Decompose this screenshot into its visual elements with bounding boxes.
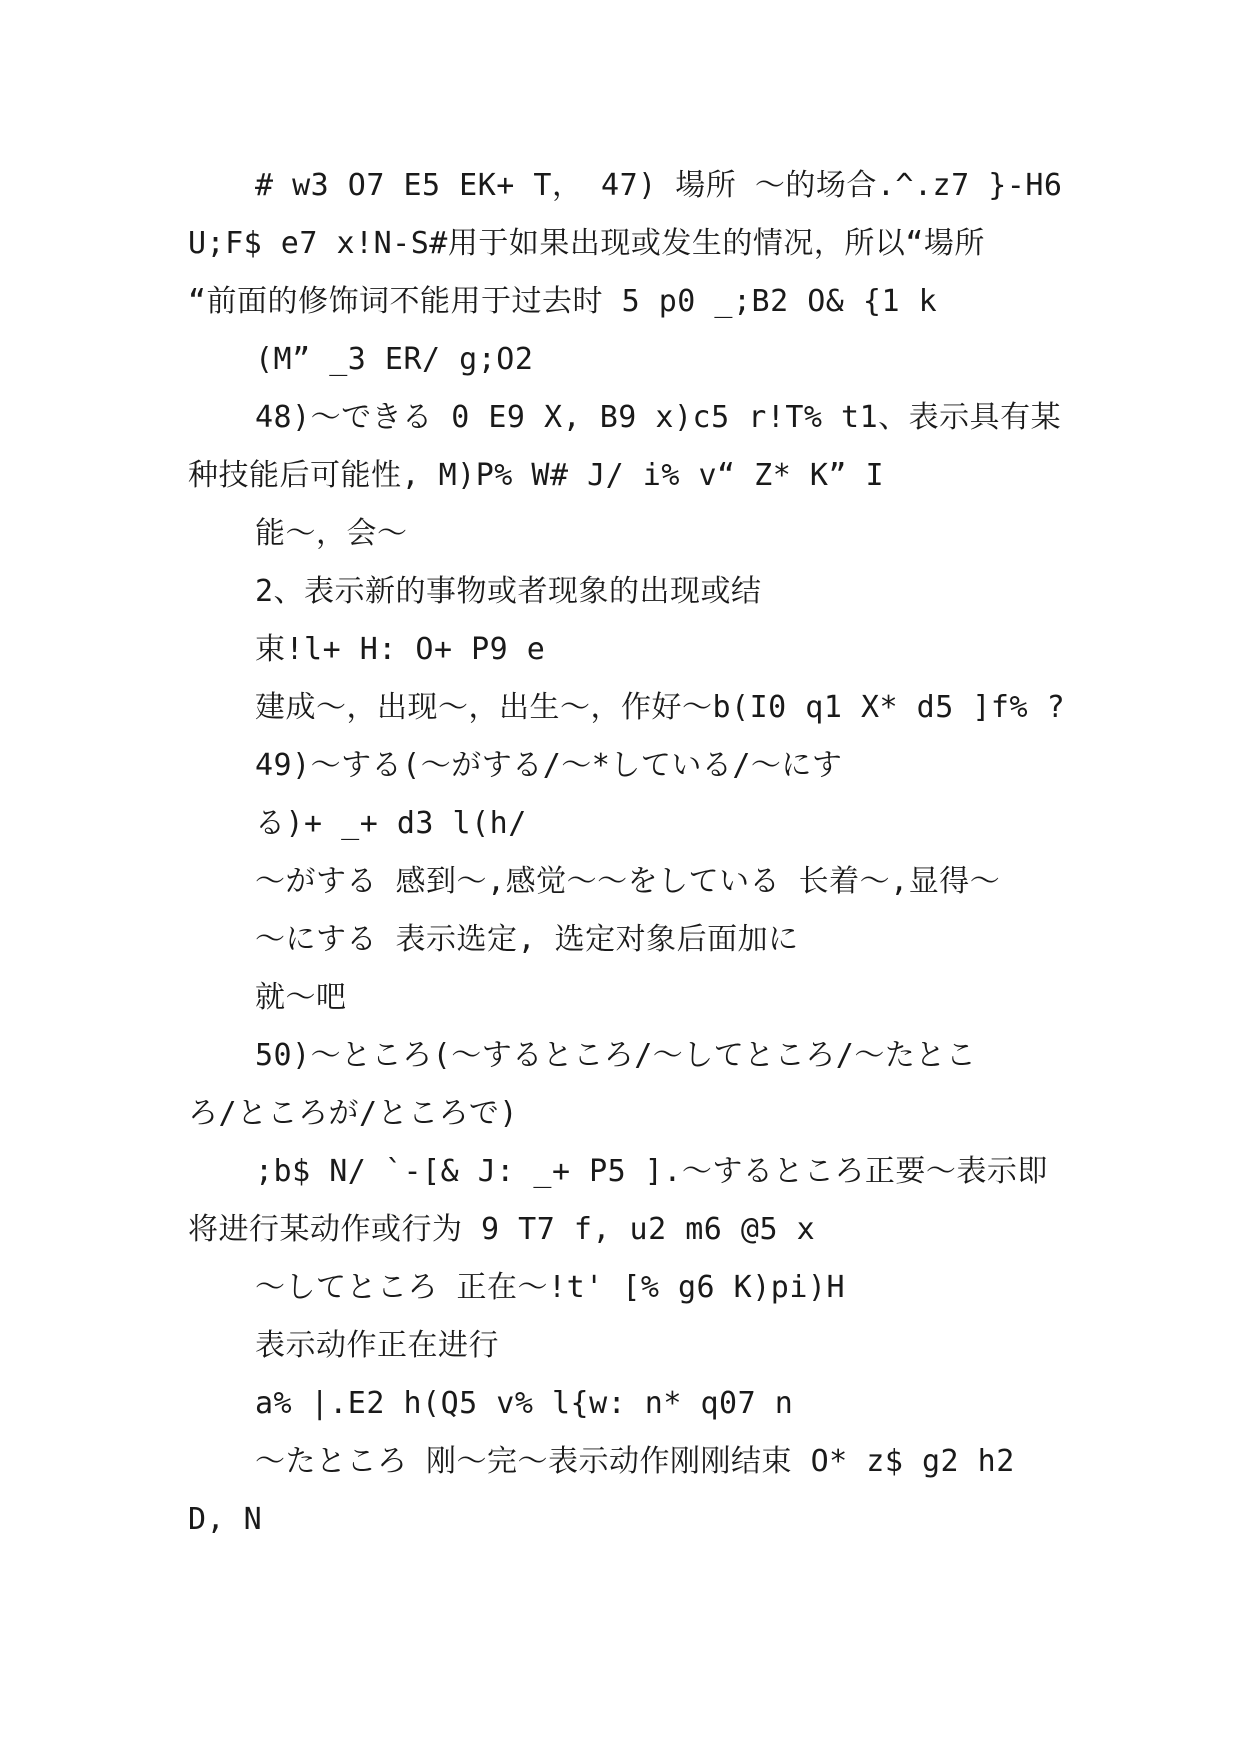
text-line: ;b$ N/ `-[& J: _+ P5 ].～するところ正要～表示即 (255, 1154, 1048, 1189)
text-line: 2、表示新的事物或者现象的出现或结 (255, 574, 762, 609)
text-line: ろ/ところが/ところで) (188, 1096, 518, 1131)
text-line: 表示动作正在进行 (255, 1328, 499, 1363)
text-line: U;F$ e7 x!N-S#用于如果出现或发生的情况，所以“場所 (188, 226, 985, 261)
text-line: 束!l+ H: O+ P9 e (255, 632, 546, 667)
text-line: 48)～できる 0 E9 X, B9 x)c5 r!T% t1、表示具有某 (255, 400, 1062, 435)
text-line: 建成～，出现～，出生～，作好～b(I0 q1 X* d5 ]f% ? (255, 690, 1066, 725)
text-line: 49)～する(～がする/～*している/～にす (255, 748, 843, 783)
text-line: (M” _3 ER/ g;O2 (255, 342, 534, 377)
text-line: る)+ _+ d3 l(h/ (255, 806, 527, 841)
text-line: 将进行某动作或行为 9 T7 f, u2 m6 @5 x (188, 1212, 816, 1247)
text-line: ～たところ 刚～完～表示动作刚刚结束 O* z$ g2 h2 (255, 1444, 1015, 1479)
text-line: a% |.E2 h(Q5 v% l{w: n* q07 n (255, 1386, 794, 1421)
text-line: “前面的修饰词不能用于过去时 5 p0 _;B2 O& {1 k (188, 284, 938, 319)
text-line: ～にする 表示选定, 选定对象后面加に (255, 922, 799, 957)
text-line: 50)～ところ(～するところ/～してところ/～たとこ (255, 1038, 977, 1073)
text-line: 就～吧 (255, 980, 347, 1015)
text-line: # w3 O7 E5 EK+ T， 47) 場所 ～的场合.^.z7 }-H6 (255, 168, 1063, 203)
text-line: 能～，会～ (255, 516, 408, 551)
text-line: ～してところ 正在～!t' [% g6 K)pi)H (255, 1270, 846, 1305)
text-line: D, N (188, 1502, 263, 1537)
text-line: 种技能后可能性, M)P% W# J/ i% v“ Z* K” I (188, 458, 885, 493)
text-line: ～がする 感到～,感觉～～をしている 长着～,显得～ (255, 864, 1001, 899)
